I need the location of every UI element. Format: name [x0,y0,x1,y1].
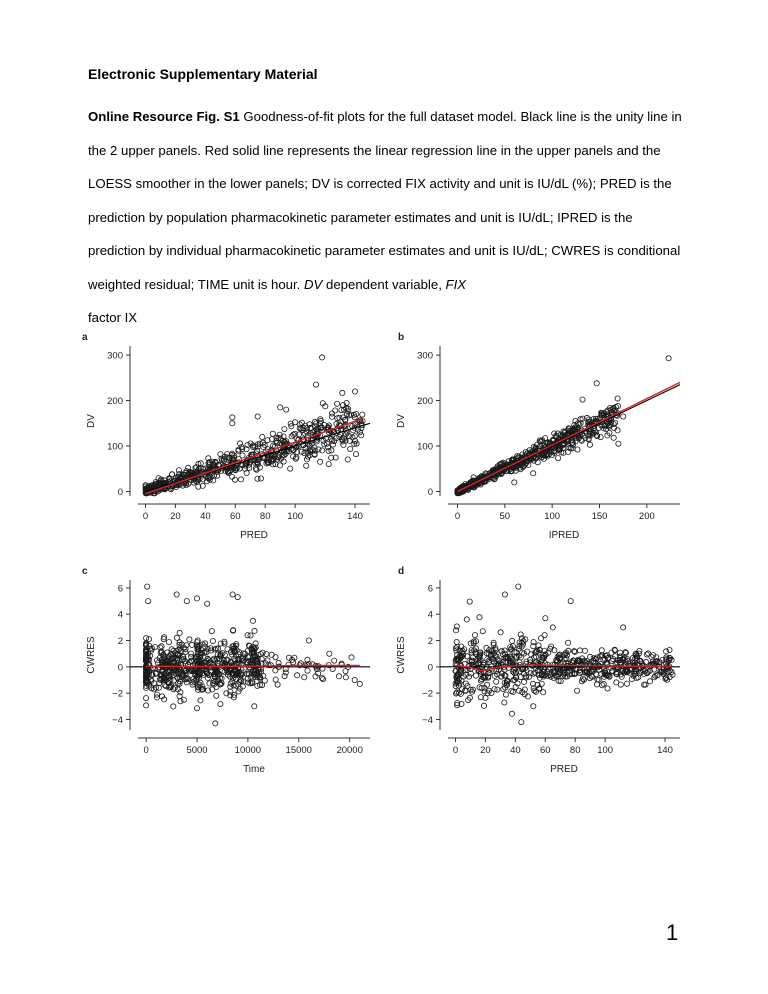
data-point [503,692,508,697]
data-point [621,414,626,419]
data-point [194,596,199,601]
x-axis-title-b: IPRED [548,530,580,541]
x-axis-title-a: PRED [240,530,268,541]
data-point [510,638,515,643]
y-tick-label: −4 [112,714,123,726]
x-tick-label: 100 [544,511,561,522]
x-tick-label: 50 [499,511,511,522]
y-tick-label: 4 [427,609,433,621]
data-point [336,674,341,679]
data-point [646,651,651,656]
x-axis-title-d: PRED [550,764,578,773]
data-point [230,421,235,426]
data-point [144,636,149,641]
data-point [282,674,287,679]
data-point [345,457,350,462]
data-point [232,477,237,482]
data-point [320,448,325,453]
data-point [611,435,616,440]
x-tick-label: 200 [638,511,655,522]
data-point [600,683,605,688]
data-point [330,442,335,447]
points-a [143,355,365,496]
data-point [349,655,354,660]
data-point [144,696,149,701]
caption-label: Online Resource Fig. S1 [88,109,240,124]
points-d [453,584,675,725]
y-tick-label: 6 [117,583,123,595]
data-point [229,474,234,479]
x-tick-label: 0 [452,745,459,756]
data-point [210,638,215,643]
data-point [624,681,629,686]
x-tick-label: 20 [480,745,491,756]
data-point [270,431,275,436]
data-point [588,654,593,659]
data-point [543,616,548,621]
data-point [176,468,181,473]
data-point [498,630,503,635]
x-tick-label: 150 [591,511,608,522]
data-point [464,617,469,622]
data-point [255,414,260,419]
data-point [601,681,606,686]
caption-text: Goodness-of-fit plots for the full dataset model. Black line is the unity line in the 2 upper panels. Red solid line represents the linear regression line in the upper panels and the LOESS smoother in the lower panels; DV is corrected FIX activity and unit is IU/dL (%); PRED is the prediction by population pharmacokinetic parameter estimates and unit is IU/dL; IPRED is the prediction by individual pharmacokinetic parameter estimates and unit is IU/dL; CWRES is conditional weighted residual; TIME unit is hour. [88,109,682,292]
data-point [582,648,587,653]
y-tick-label: 0 [427,486,433,498]
y-tick-label: 300 [417,350,433,362]
x-tick-label: 100 [287,511,304,522]
x-axis-title-c: Time [243,764,265,773]
y-axis-title-a: DV [86,414,97,428]
x-tick-label: 15000 [285,745,312,756]
data-point [340,390,345,395]
x-tick-label: 140 [347,511,363,522]
x-tick-label: 60 [230,511,241,522]
data-point [144,703,149,708]
data-point [273,655,278,660]
panel-label-c: c [82,566,88,577]
data-point [352,389,357,394]
data-point [357,681,362,686]
data-point [472,633,477,638]
x-tick-label: 20000 [336,745,363,756]
panel-a [126,346,370,508]
data-point [521,679,526,684]
data-point [282,427,287,432]
document-heading: Electronic Supplementary Material [88,66,318,82]
data-point [577,648,582,653]
data-point [480,629,485,634]
data-point [539,636,544,641]
data-point [599,648,604,653]
data-point [587,442,592,447]
y-axis-title-b: DV [396,414,407,428]
data-point [454,639,459,644]
data-point [275,682,280,687]
data-point [250,618,255,623]
data-point [189,651,194,656]
caption-fix: FIX [445,276,467,292]
data-point [252,704,257,709]
panel-d [436,580,680,742]
data-point [326,462,331,467]
caption-dv-text: dependent variable, [326,276,442,292]
panel-c [126,580,370,742]
data-point [178,699,183,704]
data-point [218,702,223,707]
x-tick-label: 0 [454,511,461,522]
data-point [177,630,182,635]
data-point [502,700,507,705]
data-point [273,677,278,682]
data-point [477,615,482,620]
data-point [519,720,524,725]
data-point [302,675,307,680]
data-point [278,405,283,410]
data-point [187,637,192,642]
data-point [235,595,240,600]
caption-dv: DV [304,276,323,292]
data-point [531,471,536,476]
data-point [284,407,289,412]
y-axis-title-c: CWRES [86,636,97,674]
goodness-of-fit-figure [80,328,700,778]
y-tick-label: 100 [107,441,123,453]
data-point [198,698,203,703]
data-point [594,381,599,386]
data-point [575,447,580,452]
data-point [509,711,514,716]
figure-caption [88,100,682,335]
data-point [332,658,337,663]
y-tick-label: 6 [427,583,433,595]
data-point [481,703,486,708]
data-point [568,599,573,604]
data-point [194,706,199,711]
data-point [616,441,621,446]
y-tick-label: −4 [422,714,433,726]
data-point [171,704,176,709]
data-point [667,647,672,652]
x-tick-label: 80 [569,745,581,756]
y-tick-label: 2 [117,636,123,648]
data-point [288,466,293,471]
figure-canvas [80,328,700,773]
data-point [306,638,311,643]
x-tick-label: 10000 [234,745,262,756]
data-point [566,640,571,645]
points-b [455,356,671,496]
y-tick-label: 0 [427,662,433,674]
data-point [467,599,472,604]
data-point [260,434,265,439]
data-point [550,625,555,630]
y-tick-label: −2 [112,688,123,700]
data-point [610,658,615,663]
y-tick-label: 100 [417,441,433,453]
data-point [335,401,340,406]
panel-label-b: b [398,332,405,343]
data-point [166,640,171,645]
y-tick-label: 4 [117,609,123,621]
data-point [502,592,507,597]
page-number: 1 [666,920,679,945]
data-point [238,477,243,482]
data-point [621,625,626,630]
points-c [144,584,363,726]
data-point [146,637,151,642]
panel-label-a: a [82,332,88,343]
data-point [666,356,671,361]
x-tick-label: 40 [200,511,211,522]
x-tick-label: 0 [143,745,149,756]
panel-b [436,346,680,508]
data-point [145,584,150,589]
data-point [146,599,151,604]
data-point [252,628,257,633]
y-tick-label: 2 [427,636,433,648]
data-point [509,688,514,693]
data-point [205,601,210,606]
data-point [320,355,325,360]
data-point [304,463,309,468]
data-point [516,584,521,589]
data-point [230,592,235,597]
x-tick-label: 5000 [186,745,208,756]
data-point [353,452,358,457]
data-point [580,397,585,402]
data-point [214,693,219,698]
x-tick-label: 60 [540,745,551,756]
x-tick-label: 100 [597,745,614,756]
x-tick-label: 80 [259,511,271,522]
data-point [359,433,364,438]
data-point [321,677,326,682]
data-point [647,679,652,684]
data-point [159,644,164,649]
data-point [305,668,310,673]
data-point [531,704,536,709]
y-tick-label: −2 [422,688,433,700]
panel-label-d: d [398,566,405,577]
data-point [295,673,300,678]
data-point [605,686,610,691]
y-tick-label: 300 [107,350,123,362]
x-tick-label: 20 [170,511,181,522]
x-tick-label: 0 [142,511,149,522]
data-point [348,446,353,451]
caption-fix-text: factor IX [88,310,138,325]
trend-line-a [146,419,363,494]
trend-line-b [458,382,681,491]
data-point [352,677,357,682]
data-point [209,629,214,634]
data-point [327,651,332,656]
data-point [314,382,319,387]
data-point [343,675,348,680]
data-point [542,633,547,638]
data-point [213,721,218,726]
data-point [615,396,620,401]
data-point [360,412,365,417]
data-point [556,456,561,461]
data-point [512,480,517,485]
data-point [174,592,179,597]
y-tick-label: 200 [417,396,433,408]
data-point [333,408,338,413]
data-point [664,649,669,654]
data-point [184,599,189,604]
data-point [255,476,260,481]
x-tick-label: 140 [657,745,673,756]
x-tick-label: 40 [510,745,521,756]
data-point [318,459,323,464]
data-point [330,414,335,419]
data-point [575,688,580,693]
data-point [269,652,274,657]
y-tick-label: 0 [117,486,123,498]
data-point [453,628,458,633]
y-axis-title-d: CWRES [396,636,407,674]
data-point [316,447,321,452]
y-tick-label: 200 [107,396,123,408]
data-point [614,680,619,685]
data-point [230,415,235,420]
y-tick-label: 0 [117,662,123,674]
data-point [225,647,230,652]
data-point [494,679,499,684]
data-point [181,697,186,702]
